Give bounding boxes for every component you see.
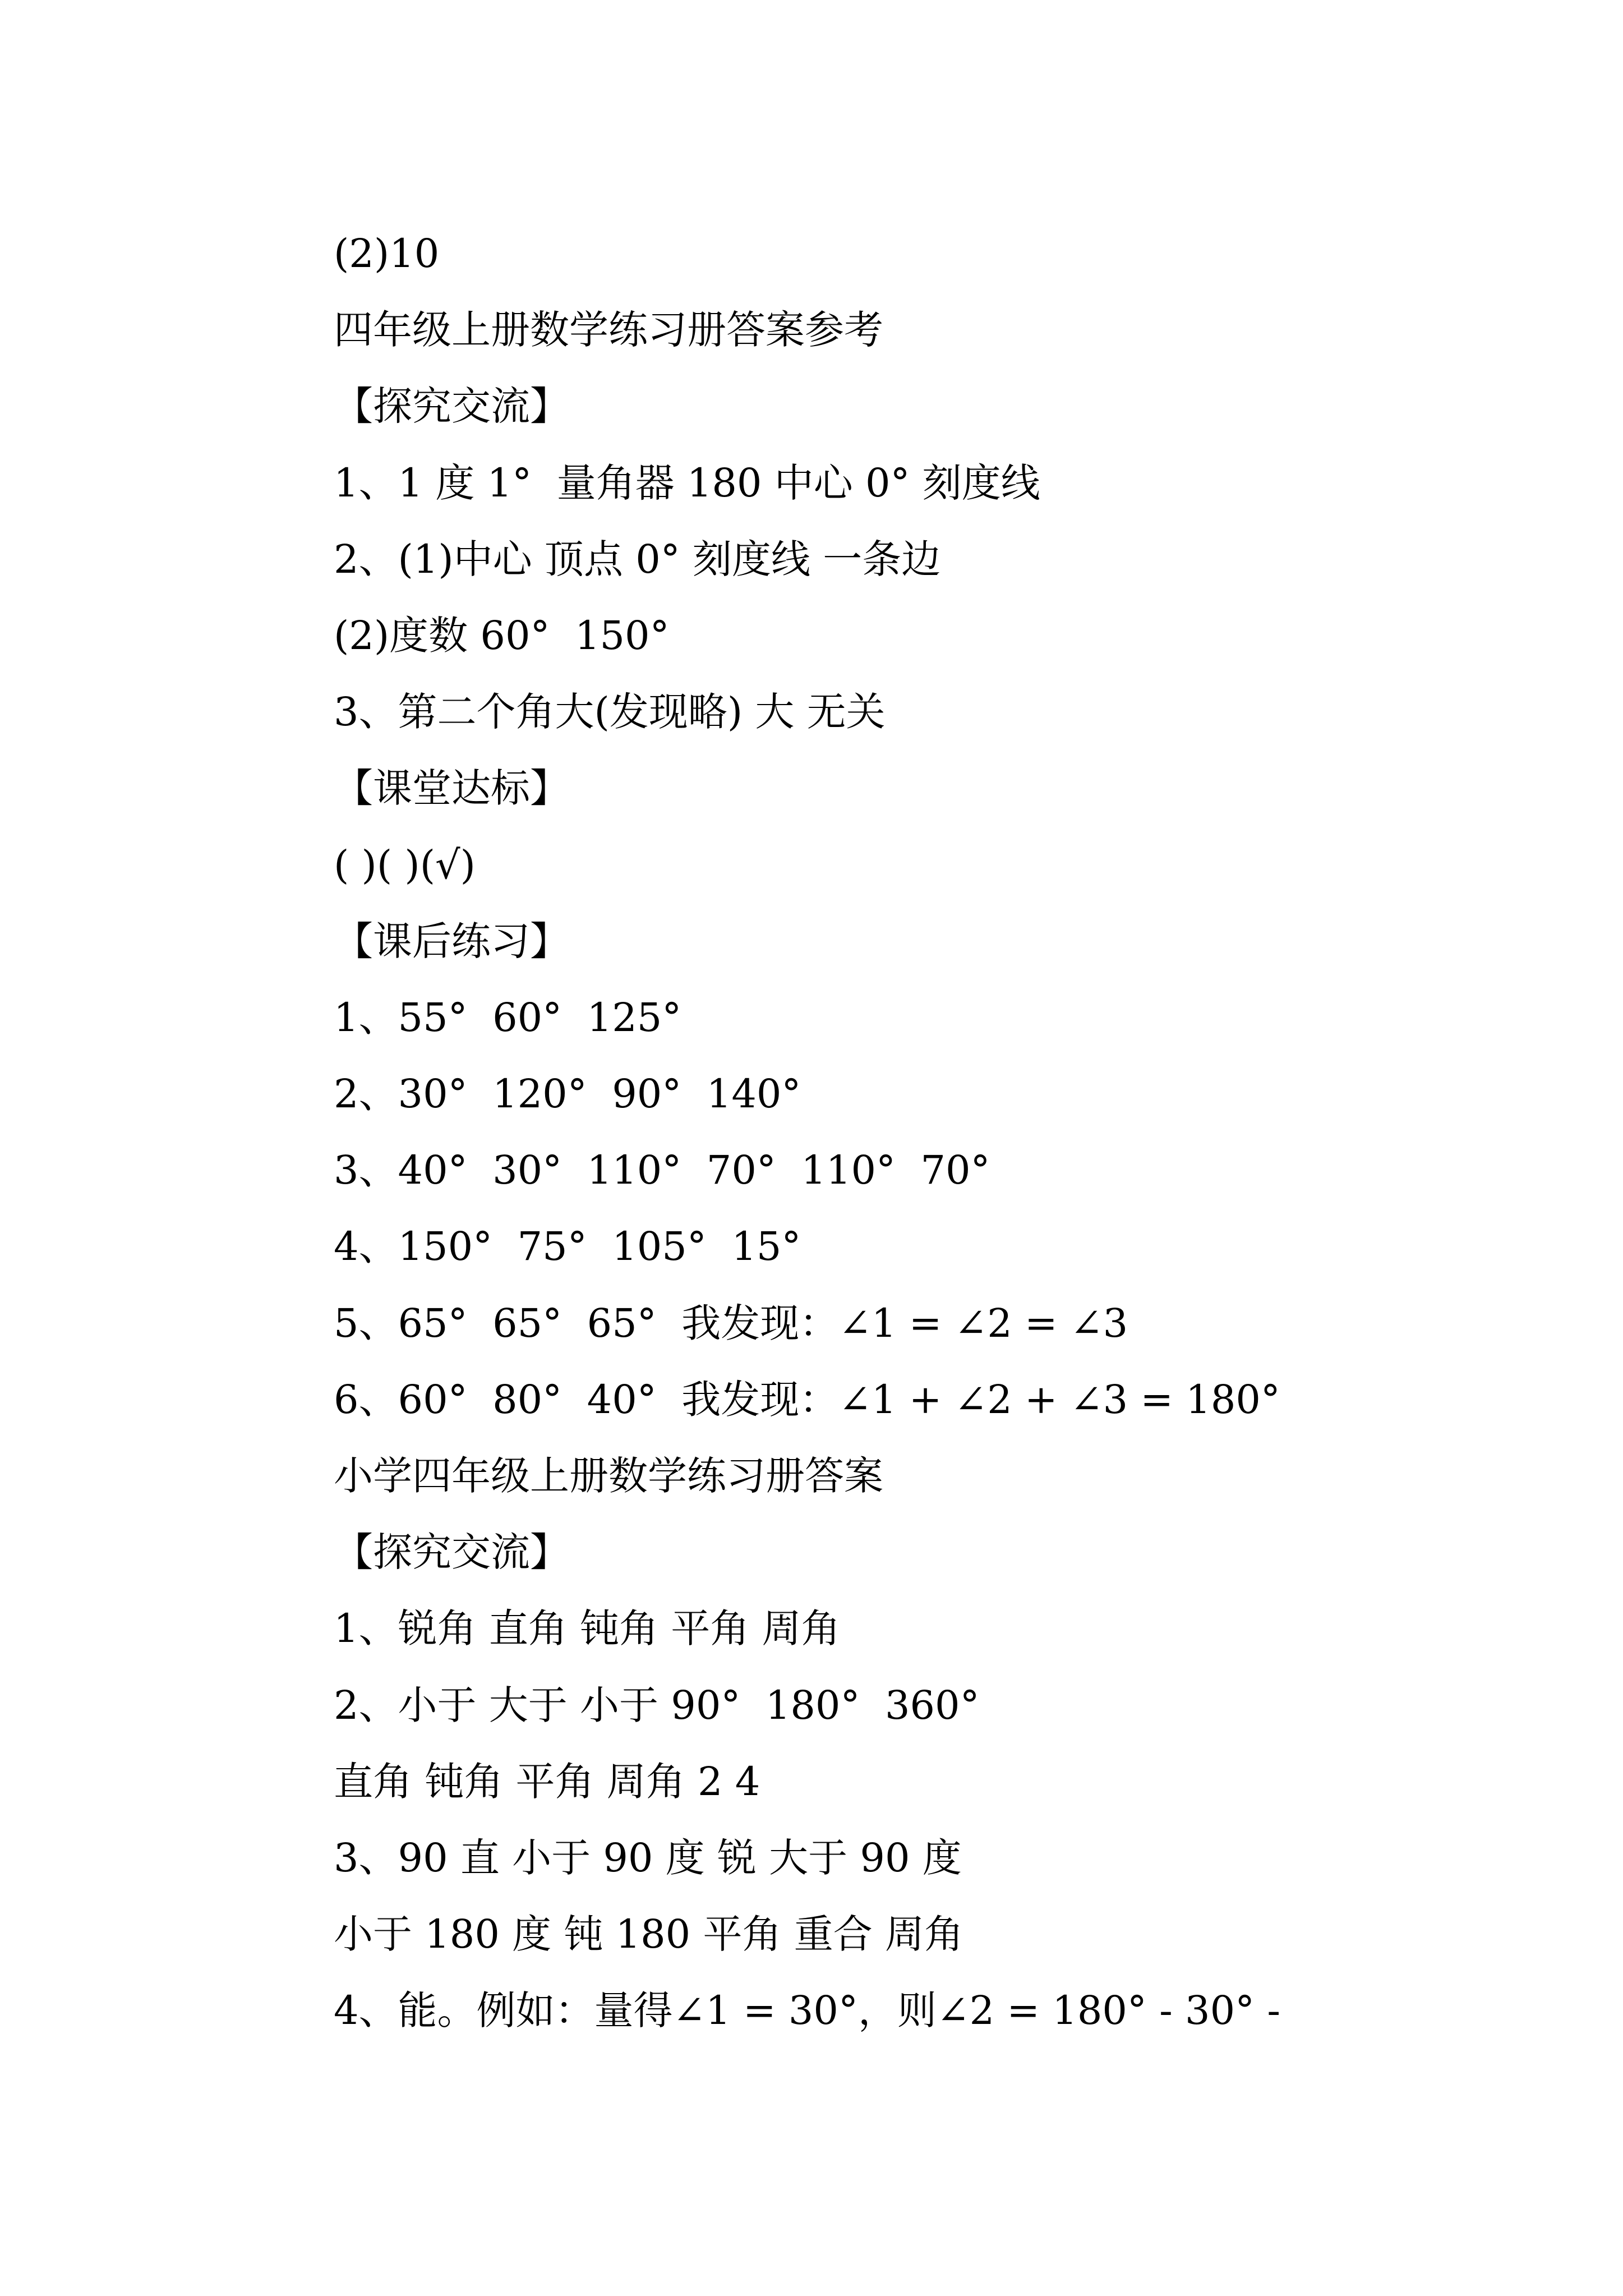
answer-line: (2)10: [334, 231, 440, 277]
section-heading: 【课后练习】: [334, 918, 569, 964]
answer-line: ( )( )(√): [334, 841, 476, 888]
answer-line: 5、65° 65° 65° 我发现：∠1 = ∠2 = ∠3: [334, 1300, 1128, 1346]
answer-line: 3、40° 30° 110° 70° 110° 70°: [334, 1147, 990, 1194]
answer-line: 2、(1)中心 顶点 0° 刻度线 一条边: [334, 536, 941, 582]
section-heading: 【探究交流】: [334, 1529, 569, 1576]
answer-text-block: [334, 215, 1534, 2049]
answer-line: 2、30° 120° 90° 140°: [334, 1071, 801, 1117]
answer-line: 3、第二个角大(发现略) 大 无关: [334, 689, 886, 735]
answer-line: 1、55° 60° 125°: [334, 994, 682, 1041]
answer-line: 6、60° 80° 40° 我发现：∠1 + ∠2 + ∠3 = 180°: [334, 1376, 1280, 1423]
section-title: 小学四年级上册数学练习册答案: [334, 1453, 883, 1499]
answer-line: 1、1 度 1° 量角器 180 中心 0° 刻度线: [334, 459, 1040, 506]
answer-line: 4、150° 75° 105° 15°: [334, 1223, 801, 1270]
answer-line: 3、90 直 小于 90 度 锐 大于 90 度: [334, 1834, 962, 1881]
section-heading: 【探究交流】: [334, 383, 569, 430]
section-title: 四年级上册数学练习册答案参考: [334, 307, 883, 353]
answer-line: 小于 180 度 钝 180 平角 重合 周角: [334, 1911, 963, 1958]
answer-line: 4、能。例如：量得∠1 = 30°，则∠2 = 180° - 30° -: [334, 1987, 1281, 2034]
answer-line: 1、锐角 直角 钝角 平角 周角: [334, 1605, 841, 1652]
section-heading: 【课堂达标】: [334, 765, 569, 812]
answer-line: 直角 钝角 平角 周角 2 4: [334, 1758, 760, 1805]
answer-line: (2)度数 60° 150°: [334, 612, 670, 659]
answer-line: 2、小于 大于 小于 90° 180° 360°: [334, 1682, 980, 1728]
